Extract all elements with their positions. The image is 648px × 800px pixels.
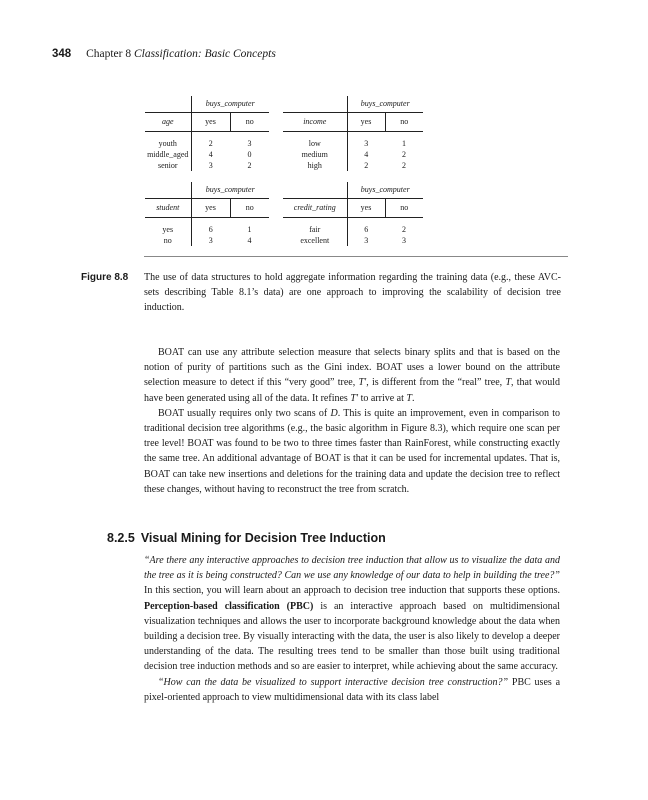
attribute-header: age xyxy=(145,113,191,132)
page-header xyxy=(52,48,276,60)
col-yes: yes xyxy=(191,199,230,218)
attribute-header: income xyxy=(283,113,347,132)
class-label: buys_computer xyxy=(191,182,269,199)
class-label: buys_computer xyxy=(347,182,423,199)
table-row: no 3 4 xyxy=(145,235,269,246)
chapter-label: Chapter 8 xyxy=(86,48,132,60)
body-text-upper xyxy=(144,345,560,497)
figure-caption xyxy=(81,270,561,315)
col-no: no xyxy=(230,113,269,132)
col-no: no xyxy=(385,199,423,218)
table-row: high 2 2 xyxy=(283,160,423,171)
table-row: medium 4 2 xyxy=(283,149,423,160)
section-title: Visual Mining for Decision Tree Induction xyxy=(140,531,386,545)
paragraph-boat-selection: BOAT can use any attribute selection measure that selects binary splits and that is based on the notion of purity of partitions such as the Gini index. BOAT uses a lower bound on the attribute selection measure to detect if this “very good” tree, T′, is different from the “real” tree, T, that would have been generated using all of the data. It refines T′ to arrive at T. xyxy=(144,347,561,404)
col-yes: yes xyxy=(347,113,385,132)
avc-table-income xyxy=(283,96,423,171)
section-heading xyxy=(107,531,386,545)
class-label: buys_computer xyxy=(347,96,423,113)
attribute-header: credit_rating xyxy=(283,199,347,218)
figure-rule xyxy=(144,256,568,257)
table-row: fair 6 2 xyxy=(283,224,423,235)
avc-table-credit-rating xyxy=(283,182,423,246)
table-row: senior 3 2 xyxy=(145,160,269,171)
table-row: middle_aged 4 0 xyxy=(145,149,269,160)
avc-table-student xyxy=(145,182,269,246)
avc-table-age xyxy=(145,96,269,171)
col-no: no xyxy=(230,199,269,218)
attribute-header: student xyxy=(145,199,191,218)
table-row: yes 6 1 xyxy=(145,224,269,235)
paragraph-pbc-visualization: “How can the data be visualized to support interactive decision tree construction?” PBC uses a pixel-oriented approach to view multidimensional data with its class label xyxy=(144,676,561,703)
table-row: excellent 3 3 xyxy=(283,235,423,246)
figure-label: Figure 8.8 xyxy=(81,272,129,283)
paragraph-boat-scans: BOAT usually requires only two scans of D. This is quite an improvement, even in comparison to traditional decision tree algorithms (e.g., the basic algorithm in Figure 8.3), which require one scan per tree level! BOAT was found to be two to three times faster than RainForest, while constructing exactly the same tree. An additional advantage of BOAT is that it can be used for incremental updates. That is, BOAT can take new insertions and deletions for the training data and update the decision tree to reflect these changes, without having to reconstruct the tree from scratch. xyxy=(144,407,560,495)
col-yes: yes xyxy=(347,199,385,218)
col-yes: yes xyxy=(191,113,230,132)
table-row: youth 2 3 xyxy=(145,138,269,149)
chapter-title: Classification: Basic Concepts xyxy=(133,48,276,60)
section-number: 8.2.5 xyxy=(107,531,135,545)
figure-caption-text: The use of data structures to hold aggregate information regarding the training data (e.g., these AVC-sets describing Table 8.1’s data) are one approach to improving the scalability of decision tree induction. xyxy=(144,272,561,313)
table-row: low 3 1 xyxy=(283,138,423,149)
page-number: 348 xyxy=(52,48,72,60)
class-label: buys_computer xyxy=(191,96,269,113)
body-text-lower xyxy=(144,553,560,705)
paragraph-pbc-intro: “Are there any interactive approaches to decision tree induction that allow us to visualize the data and the tree as it is being constructed? Can we use any knowledge of our data to help in building the tree?” In this section, you will learn about an approach to decision tree induction that supports these options. Perception-based classification (PBC) is an interactive approach based on multidimensional visualization techniques and allows the user to incorporate background knowledge about the data when building a decision tree. By visually interacting with the data, the user is also likely to develop a deeper understanding of the data. The resulting trees tend to be smaller than those built using traditional decision tree induction methods and so are easier to interpret, while achieving about the same accuracy. xyxy=(144,555,560,673)
col-no: no xyxy=(385,113,423,132)
